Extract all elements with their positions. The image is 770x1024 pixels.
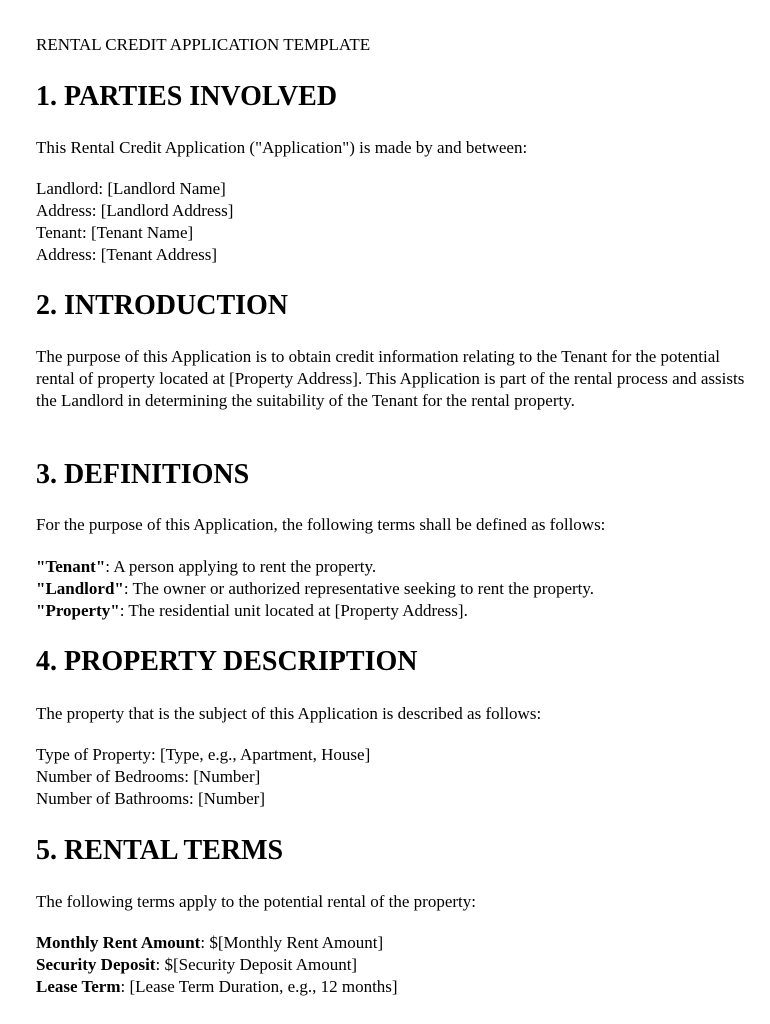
field-value: [Number] <box>197 789 265 808</box>
field-label: Tenant <box>36 223 83 242</box>
definition-text: A person applying to rent the property. <box>113 557 377 576</box>
list-item: Address: [Landlord Address] <box>36 201 234 220</box>
section-5-heading: 5. RENTAL TERMS <box>36 835 284 866</box>
field-value: [Tenant Name] <box>91 223 194 242</box>
term-value: $[Monthly Rent Amount] <box>209 933 384 952</box>
section-4-property-list <box>36 744 746 810</box>
definition-text: The residential unit located at [Property Address]. <box>128 601 468 620</box>
field-value: [Landlord Address] <box>100 201 234 220</box>
section-4-heading: 4. PROPERTY DESCRIPTION <box>36 646 418 677</box>
list-item: "Landlord": The owner or authorized representative seeking to rent the property. <box>36 579 595 598</box>
list-item: Landlord: [Landlord Name] <box>36 179 226 198</box>
section-1-intro: This Rental Credit Application ("Application") is made by and between: <box>36 138 528 157</box>
field-value: [Type, e.g., Apartment, House] <box>159 745 371 764</box>
field-label: Landlord <box>36 179 99 198</box>
document-title: RENTAL CREDIT APPLICATION TEMPLATE <box>36 35 371 54</box>
definition-term: "Landlord" <box>36 579 124 598</box>
definition-text: The owner or authorized representative seeking to rent the property. <box>132 579 595 598</box>
section-4-intro: The property that is the subject of this Application is described as follows: <box>36 704 542 723</box>
field-label: Number of Bedrooms <box>36 767 185 786</box>
list-item: "Property": The residential unit located at [Property Address]. <box>36 601 468 620</box>
term-label: Security Deposit <box>36 955 156 974</box>
list-item: Tenant: [Tenant Name] <box>36 223 194 242</box>
field-label: Address <box>36 201 92 220</box>
section-5-intro: The following terms apply to the potential rental of the property: <box>36 892 476 911</box>
term-label: Lease Term <box>36 977 121 996</box>
list-item: Number of Bathrooms: [Number] <box>36 789 265 808</box>
definition-term: "Tenant" <box>36 557 106 576</box>
list-item: Number of Bedrooms: [Number] <box>36 767 261 786</box>
section-2-heading: 2. INTRODUCTION <box>36 290 289 321</box>
list-item: Type of Property: [Type, e.g., Apartment, House] <box>36 745 371 764</box>
list-item: Lease Term: [Lease Term Duration, e.g., 12 months] <box>36 977 398 996</box>
field-label: Number of Bathrooms <box>36 789 189 808</box>
definition-term: "Property" <box>36 601 120 620</box>
field-value: [Number] <box>193 767 261 786</box>
list-item: Security Deposit: $[Security Deposit Amount] <box>36 955 358 974</box>
term-value: $[Security Deposit Amount] <box>164 955 358 974</box>
section-3-intro: For the purpose of this Application, the following terms shall be defined as follows: <box>36 515 606 534</box>
field-value: [Tenant Address] <box>100 245 218 264</box>
section-3-heading: 3. DEFINITIONS <box>36 459 250 490</box>
field-label: Type of Property <box>36 745 151 764</box>
section-3-definitions-list <box>36 556 746 622</box>
section-2-intro: The purpose of this Application is to obtain credit information relating to the Tenant for the potential rental of property located at [Property Address]. This Application is part of the rental process and assists the Landlord in determining the suitability of the Tenant for the rental property. <box>36 347 745 410</box>
section-1-heading: 1. PARTIES INVOLVED <box>36 81 338 112</box>
field-value: [Landlord Name] <box>107 179 226 198</box>
term-label: Monthly Rent Amount <box>36 933 201 952</box>
list-item: "Tenant": A person applying to rent the property. <box>36 557 377 576</box>
term-value: [Lease Term Duration, e.g., 12 months] <box>129 977 398 996</box>
section-5-terms-list <box>36 932 746 998</box>
list-item: Address: [Tenant Address] <box>36 245 218 264</box>
list-item: Monthly Rent Amount: $[Monthly Rent Amount] <box>36 933 384 952</box>
section-1-parties-list <box>36 178 746 266</box>
field-label: Address <box>36 245 92 264</box>
